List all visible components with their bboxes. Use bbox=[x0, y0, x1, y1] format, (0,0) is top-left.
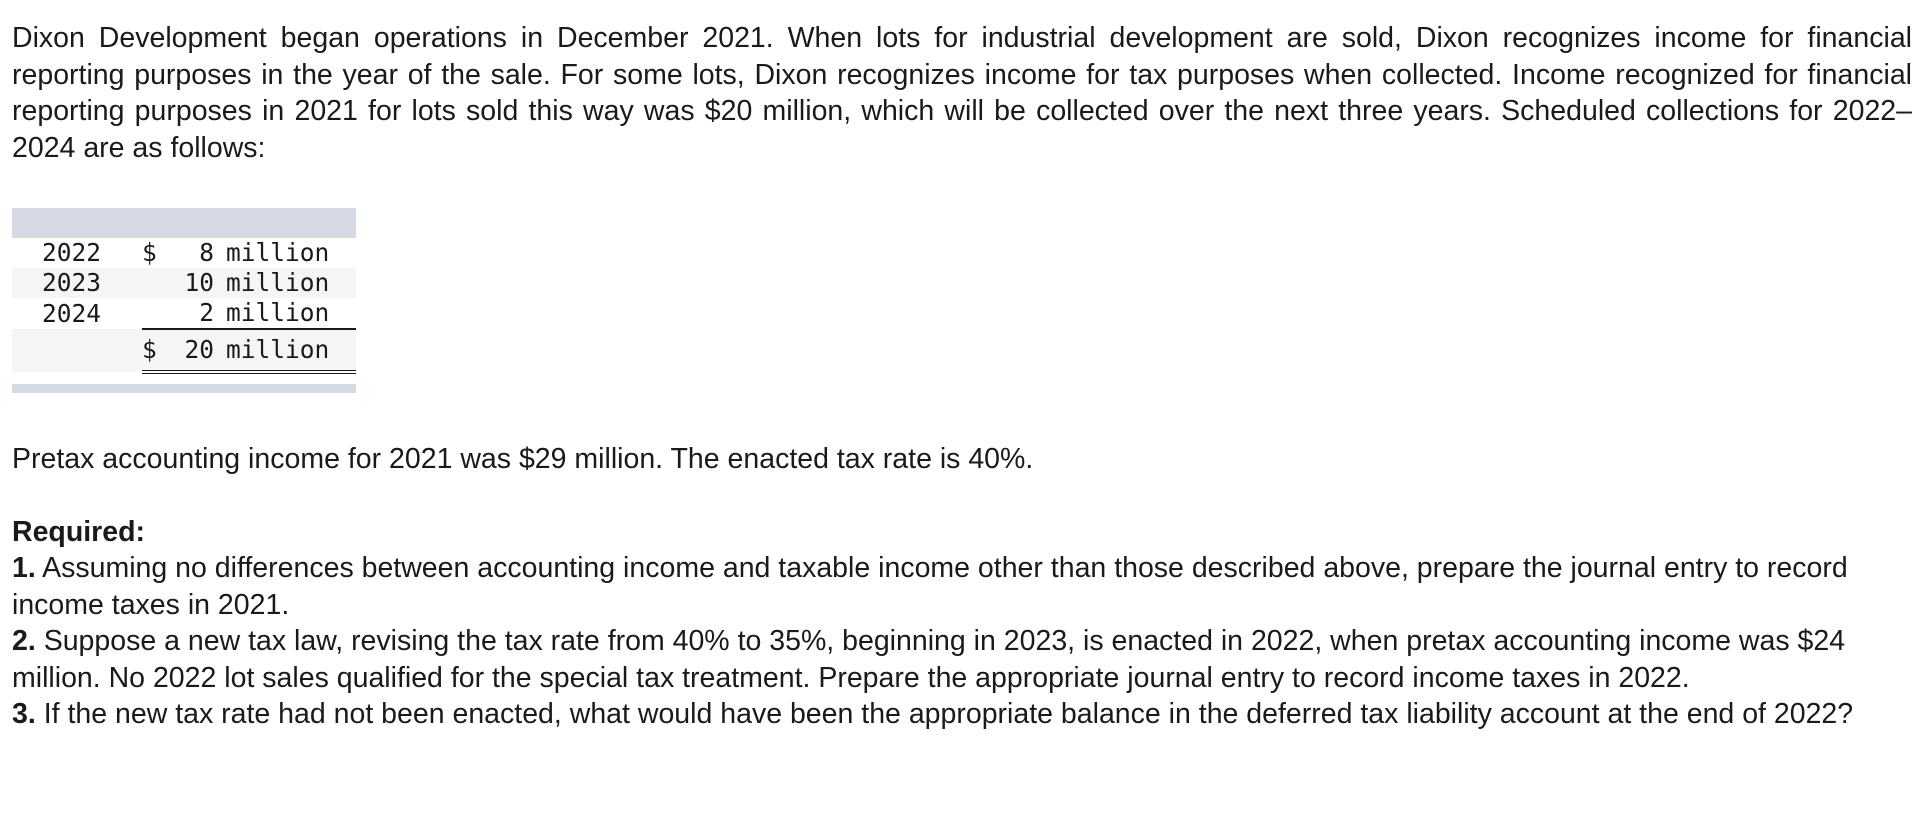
row-dollar bbox=[142, 268, 164, 298]
required-item-2 bbox=[12, 623, 1912, 696]
row-year: 2022 bbox=[12, 238, 142, 268]
total-dollar: $ bbox=[142, 329, 164, 372]
table-footer-bar bbox=[12, 384, 356, 393]
row-year: 2023 bbox=[12, 268, 142, 298]
total-unit: million bbox=[214, 329, 356, 372]
collections-schedule bbox=[12, 208, 356, 393]
row-dollar: $ bbox=[142, 238, 164, 268]
required-item-3 bbox=[12, 696, 1912, 733]
row-unit: million bbox=[214, 238, 356, 268]
item-text: Assuming no differences between accounting income and taxable income other than those described above, prepare the journal entry to record income taxes in 2021. bbox=[12, 552, 1848, 621]
pretax-paragraph: Pretax accounting income for 2021 was $29 million. The enacted tax rate is 40%. bbox=[12, 443, 1034, 475]
item-number: 2. bbox=[12, 625, 36, 657]
problem-content bbox=[12, 20, 1912, 733]
item-number: 1. bbox=[12, 552, 36, 584]
row-amount: 10 bbox=[164, 268, 214, 298]
table-row bbox=[12, 238, 356, 268]
item-text: If the new tax rate had not been enacted, what would have been the appropriate balance in the deferred tax liability account at the end of 2022? bbox=[35, 698, 1854, 730]
row-year: 2024 bbox=[12, 298, 142, 329]
required-heading: Required: bbox=[12, 515, 146, 548]
row-unit: million bbox=[214, 298, 356, 329]
item-text: Suppose a new tax law, revising the tax rate from 40% to 35%, beginning in 2023, is enacted in 2022, when pretax accounting income was $24 million. No 2022 lot sales qualified for the special tax treatment. Prepare the appropriate journal entry to record income taxes in 2022. bbox=[12, 625, 1846, 694]
row-dollar bbox=[142, 298, 164, 329]
collections-table bbox=[12, 238, 356, 374]
table-row bbox=[12, 298, 356, 329]
total-row bbox=[12, 329, 356, 372]
row-unit: million bbox=[214, 268, 356, 298]
required-section bbox=[12, 514, 1912, 733]
table-header-bar bbox=[12, 208, 356, 238]
total-amount: 20 bbox=[164, 329, 214, 372]
item-number: 3. bbox=[12, 698, 36, 730]
table-row bbox=[12, 268, 356, 298]
total-label bbox=[12, 329, 142, 372]
intro-paragraph: Dixon Development began operations in December 2021. When lots for industrial development are sold, Dixon recognizes income for financial reporting purposes in the year of the sale. For some lots, Dixon recognizes income for tax purposes when collected. Income recognized for financial reporting purposes in 2021 for lots sold this way was $20 million, which will be collected over the next three years. Scheduled collections for 2022–2024 are as follows: bbox=[12, 22, 1912, 164]
row-amount: 2 bbox=[164, 298, 214, 329]
required-item-1 bbox=[12, 550, 1912, 623]
row-amount: 8 bbox=[164, 238, 214, 268]
